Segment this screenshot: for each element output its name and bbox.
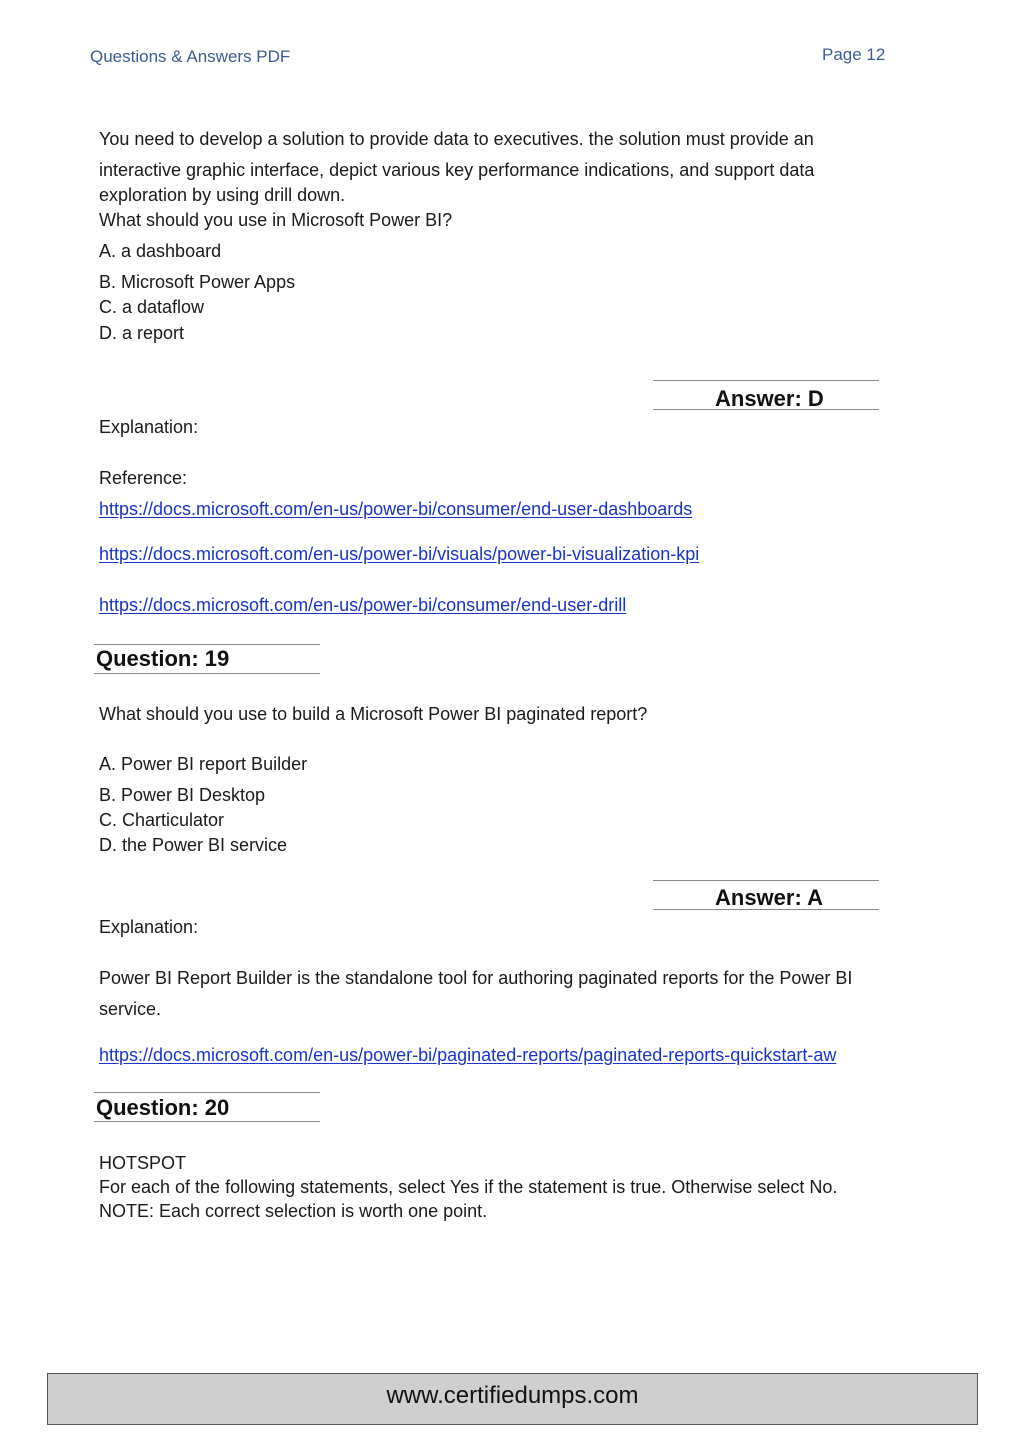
link-text[interactable]: https://docs.microsoft.com/en-us/power-bi/consumer/end-user-drill [99, 595, 627, 615]
q19-option-a: A. Power BI report Builder [99, 754, 308, 774]
q19-option-d: D. the Power BI service [99, 835, 288, 855]
answer-top-rule [653, 380, 879, 381]
q19-heading-top-rule [94, 644, 320, 645]
reference-link-paginated[interactable] [99, 1044, 836, 1066]
answer-bottom-rule [653, 409, 879, 410]
q19-option-b: B. Power BI Desktop [99, 785, 266, 805]
q18-explanation-label: Explanation: [99, 417, 199, 437]
q18-answer: Answer: D [715, 386, 824, 411]
q19-answer: Answer: A [715, 885, 823, 910]
q18-line-3: exploration by using drill down. [99, 185, 346, 205]
reference-link-kpi[interactable] [99, 543, 699, 565]
page-number: Page 12 [822, 45, 886, 64]
q20-heading-top-rule [94, 1092, 320, 1093]
q18-option-b: B. Microsoft Power Apps [99, 272, 296, 292]
q19-explanation-label: Explanation: [99, 917, 199, 937]
reference-link-drill[interactable] [99, 594, 626, 616]
footer-site-link[interactable]: www.certifiedumps.com [386, 1382, 639, 1409]
q19-option-c: C. Charticulator [99, 810, 225, 830]
q20-heading: Question: 20 [96, 1095, 230, 1120]
q18-line-4: What should you use in Microsoft Power BI? [99, 210, 453, 230]
q20-line-2: For each of the following statements, select Yes if the statement is true. Otherwise select No. [99, 1177, 838, 1197]
link-text[interactable]: https://docs.microsoft.com/en-us/power-bi/consumer/end-user-dashboards [99, 499, 693, 519]
answer-bottom-rule [653, 909, 879, 910]
q20-line-1: HOTSPOT [99, 1153, 187, 1173]
q19-explanation-line-2: service. [99, 999, 162, 1019]
header-title: Questions & Answers PDF [90, 47, 291, 66]
q18-line-1: You need to develop a solution to provide data to executives. the solution must provide an [99, 129, 814, 149]
reference-link-dashboards[interactable] [99, 498, 692, 520]
link-text[interactable]: https://docs.microsoft.com/en-us/power-bi/paginated-reports/paginated-reports-quickstart-aw [99, 1045, 837, 1065]
q19-question: What should you use to build a Microsoft Power BI paginated report? [99, 704, 648, 724]
link-text[interactable]: https://docs.microsoft.com/en-us/power-bi/visuals/power-bi-visualization-kpi [99, 544, 700, 564]
q18-line-2: interactive graphic interface, depict various key performance indications, and support data [99, 160, 815, 180]
q19-heading-bottom-rule [94, 673, 320, 674]
q19-heading: Question: 19 [96, 646, 230, 671]
answer-top-rule [653, 880, 879, 881]
q20-heading-bottom-rule [94, 1121, 320, 1122]
footer-banner [47, 1373, 978, 1425]
q19-explanation-line-1: Power BI Report Builder is the standalone tool for authoring paginated reports for the Power BI [99, 968, 853, 988]
q18-option-d: D. a report [99, 323, 185, 343]
q18-reference-label: Reference: [99, 468, 188, 488]
q20-line-3: NOTE: Each correct selection is worth one point. [99, 1201, 488, 1221]
q18-option-c: C. a dataflow [99, 297, 205, 317]
q18-option-a: A. a dashboard [99, 241, 222, 261]
